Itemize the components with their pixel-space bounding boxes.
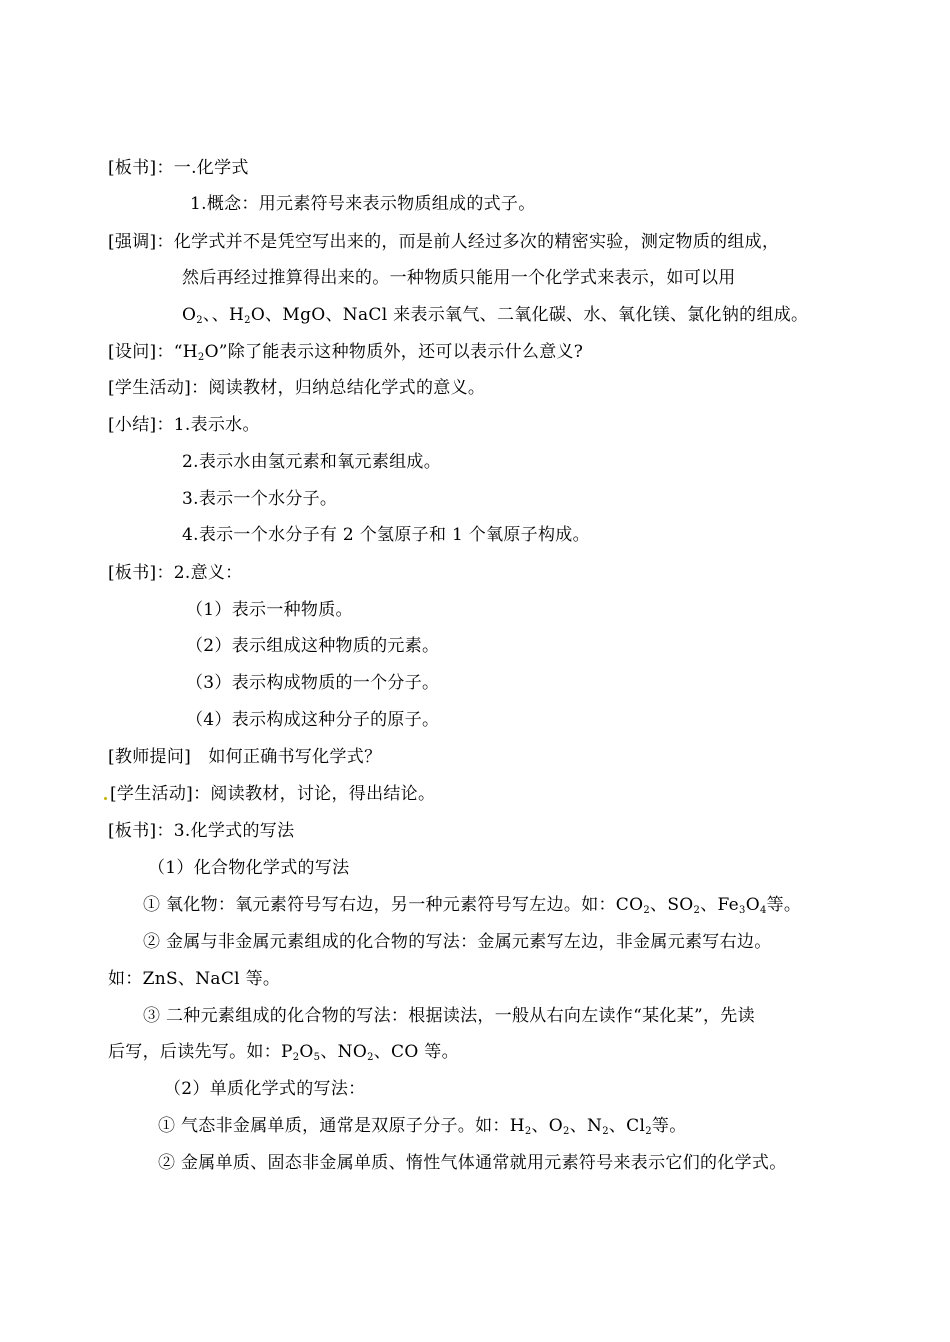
- meaning-3: （3）表示构成物质的一个分子。: [186, 673, 440, 693]
- rule-two-elements: ③ 二种元素组成的化合物的写法：根据读法，一般从右向左读作“某化某”，先读: [143, 1006, 755, 1026]
- question-line: [设问]：“$H_2O$”除了能表示这种物质外，还可以表示什么意义?: [108, 342, 584, 363]
- meaning-2: （2）表示组成这种物质的元素。: [186, 636, 440, 656]
- rule-gas-nonmetal: ① 气态非金属单质，通常是双原子分子。如：$H_2$、$O_2$、$N_2$、$Cl_2$等。: [158, 1116, 687, 1137]
- meaning-1: （1）表示一种物质。: [186, 600, 353, 620]
- board-heading-2: [板书]：2.意义：: [108, 563, 243, 583]
- student-activity-1: [学生活动]：阅读教材，归纳总结化学式的意义。: [108, 378, 486, 398]
- compound-heading: （1）化合物化学式的写法: [148, 858, 350, 878]
- element-heading: （2）单质化学式的写法：: [164, 1079, 366, 1099]
- summary-line-3: 3.表示一个水分子。: [182, 489, 338, 509]
- emphasis-line-2: 然后再经过推算得出来的。一种物质只能用一个化学式来表示，如可以用: [182, 268, 736, 288]
- rule-oxide: ① 氧化物：氧元素符号写右边，另一种元素符号写左边。如：$CO_2$、$SO_2$、$Fe_3O_4$等。: [143, 895, 802, 916]
- emphasis-line-3: $O_2$、、$H_2O$、MgO、NaCl 来表示氧气、二氧化碳、水、氧化镁、氯化钠的组成。: [182, 305, 809, 326]
- summary-line-4: 4.表示一个水分子有 2 个氢原子和 1 个氧原子构成。: [182, 525, 590, 545]
- summary-line-2: 2.表示水由氢元素和氧元素组成。: [182, 452, 442, 472]
- teacher-question: [教师提问] 如何正确书写化学式？: [108, 747, 382, 767]
- student-activity-2: [学生活动]：阅读教材，讨论，得出结论。: [110, 784, 436, 804]
- rule-metal-element: ② 金属单质、固态非金属单质、惰性气体通常就用元素符号来表示它们的化学式。: [158, 1153, 787, 1173]
- meaning-4: （4）表示构成这种分子的原子。: [186, 710, 440, 730]
- stray-mark: [104, 797, 107, 800]
- emphasis-line-1: [强调]：化学式并不是凭空写出来的，而是前人经过多次的精密实验，测定物质的组成，: [108, 232, 780, 252]
- board-heading-1: [板书]：一.化学式: [108, 158, 249, 178]
- concept-line: 1.概念：用元素符号来表示物质组成的式子。: [190, 194, 536, 214]
- summary-line-1: [小结]：1.表示水。: [108, 415, 260, 435]
- rule-metal-nonmetal-example: 如：ZnS、NaCl 等。: [108, 969, 281, 989]
- rule-metal-nonmetal: ② 金属与非金属元素组成的化合物的写法：金属元素写左边，非金属元素写右边。: [143, 932, 772, 952]
- board-heading-3: [板书]：3.化学式的写法: [108, 821, 295, 841]
- rule-two-elements-example: 后写，后读先写。如：$P_2O_5$、$NO_2$、CO 等。: [108, 1042, 459, 1063]
